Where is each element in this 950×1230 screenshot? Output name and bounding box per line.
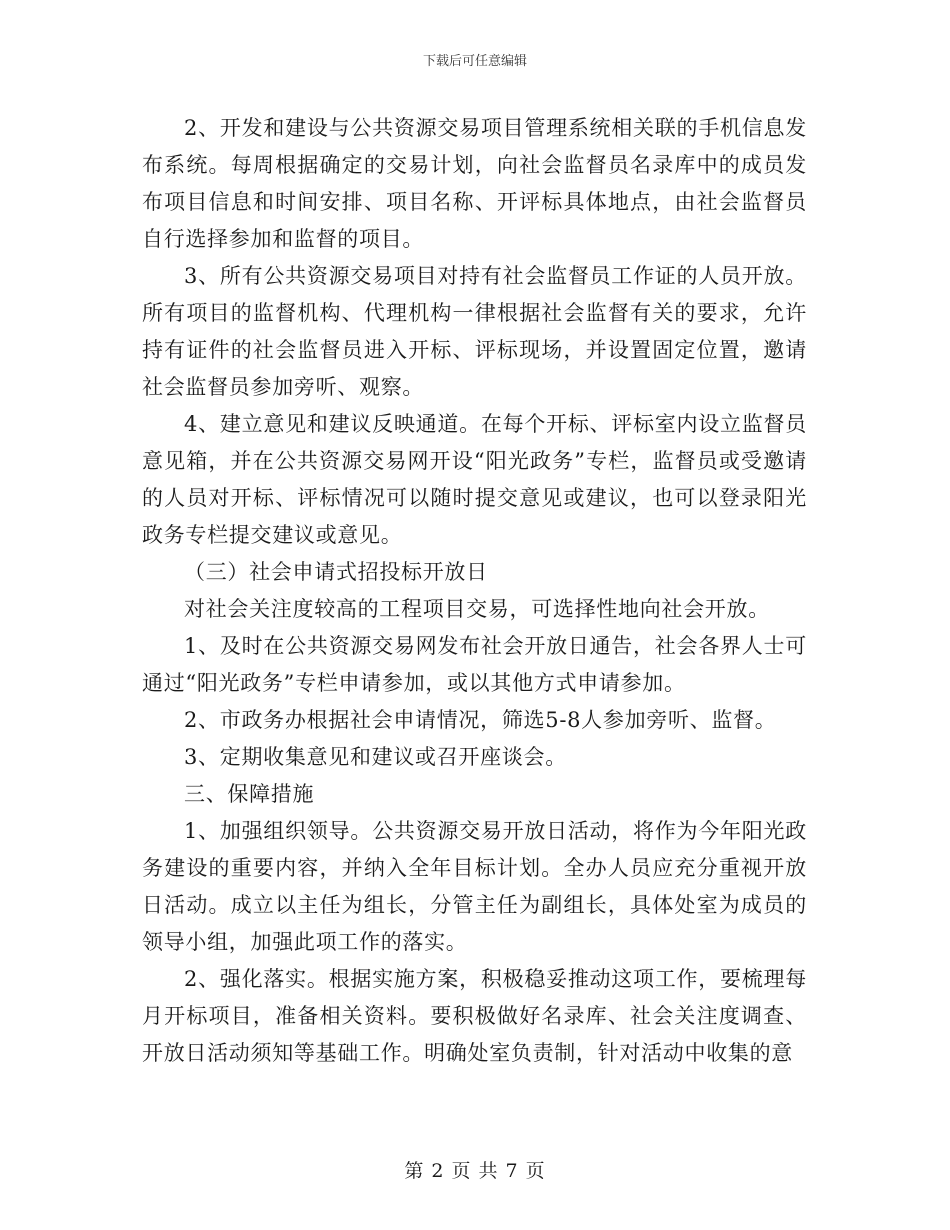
paragraph-open-day-notice: 1、及时在公共资源交易网发布社会开放日通告，社会各界人士可通过“阳光政务”专栏申请参加，或以其他方式申请参加。 (142, 634, 807, 695)
paragraph-selective-opening: 对社会关注度较高的工程项目交易，可选择性地向社会开放。 (184, 597, 770, 621)
paragraph-mobile-info-system: 2、开发和建设与公共资源交易项目管理系统相关联的手机信息发布系统。每周根据确定的交易计划，向社会监督员名录库中的成员发布项目信息和时间安排、项目名称、开评标具体地点，由社会监督员自行选择参加和监督的项目。 (142, 116, 807, 251)
paragraph-screening: 2、市政务办根据社会申请情况，筛选5-8人参加旁听、监督。 (184, 708, 777, 732)
paragraph-open-to-supervisors: 3、所有公共资源交易项目对持有社会监督员工作证的人员开放。所有项目的监督机构、代理机构一律根据社会监督有关的要求，允许持有证件的社会监督员进入开标、评标现场，并设置固定位置，邀请社会监督员参加旁听、观察。 (142, 264, 807, 399)
paragraph-leadership: 1、加强组织领导。公共资源交易开放日活动，将作为今年阳光政务建设的重要内容，并纳入全年目标计划。全办人员应充分重视开放日活动。成立以主任为组长，分管主任为副组长，具体处室为成员的领导小组，加强此项工作的落实。 (142, 819, 807, 954)
paragraph-implementation: 2、强化落实。根据实施方案，积极稳妥推动这项工作，要梳理每月开标项目，准备相关资料。要积极做好名录库、社会关注度调查、开放日活动须知等基础工作。明确处室负责制，针对活动中收集的意 (142, 967, 807, 1065)
page-header: 下载后可任意编辑 (422, 54, 527, 69)
section-heading-application-open-day: （三）社会申请式招投标开放日 (184, 560, 488, 584)
paragraph-feedback-channel: 4、建立意见和建议反映通道。在每个开标、评标室内设立监督员意见箱，并在公共资源交易网开设“阳光政务”专栏，监督员或受邀请的人员对开标、评标情况可以随时提交意见或建议，也可以登录阳光政务专栏提交建议或意见。 (142, 412, 807, 547)
section-heading-safeguards: 三、保障措施 (184, 782, 315, 806)
page-footer: 第 2 页 共 7 页 (404, 1160, 546, 1182)
document-body (142, 110, 807, 1072)
paragraph-collect-feedback: 3、定期收集意见和建议或召开座谈会。 (184, 745, 567, 769)
